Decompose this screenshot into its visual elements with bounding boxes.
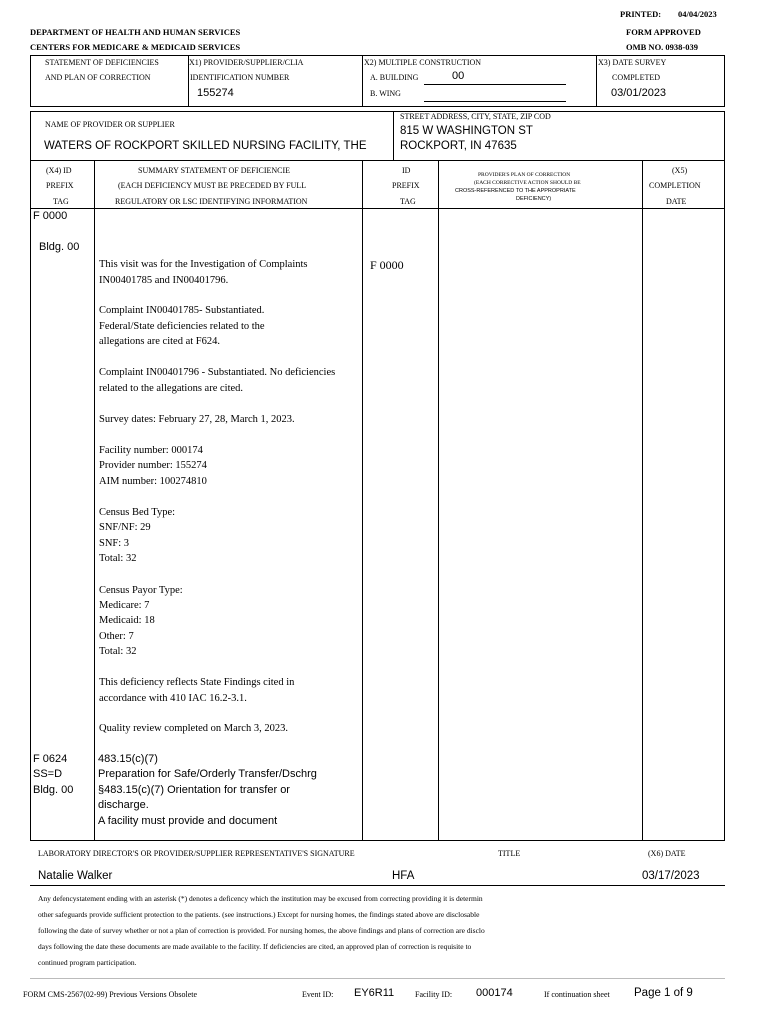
x1-id-label: IDENTIFICATION NUMBER bbox=[190, 73, 290, 82]
payor-total: Total: 32 bbox=[99, 646, 137, 657]
f624-reg: 483.15(c)(7) bbox=[98, 753, 158, 765]
other: Other: 7 bbox=[99, 631, 134, 642]
signature-label: LABORATORY DIRECTOR'S OR PROVIDER/SUPPLIER REPRESENTATIVE'S SIGNATURE bbox=[38, 849, 355, 858]
bed-total: Total: 32 bbox=[99, 553, 137, 564]
facility-id: 000174 bbox=[476, 987, 513, 999]
page-number: Page 1 of 9 bbox=[634, 987, 693, 999]
wing-label: B. WING bbox=[370, 89, 401, 98]
disclaimer-line5: continued program participation. bbox=[38, 958, 137, 967]
footer-divider bbox=[30, 978, 725, 979]
building-value: 00 bbox=[452, 70, 465, 82]
plan-sub3: DEFICIENCY) bbox=[516, 196, 552, 202]
facility-id-label: Facility ID: bbox=[415, 990, 453, 999]
disclaimer-line1: Any defencystatement ending with an asterisk (*) denotes a deficency which the institution may be excused from correcting providing it is determin bbox=[38, 894, 483, 903]
statement-label: STATEMENT OF DEFICIENCIES bbox=[45, 58, 159, 67]
street-address: 815 W WASHINGTON ST bbox=[400, 125, 533, 137]
id-header: ID bbox=[402, 166, 411, 175]
plan-sub1: (EACH CORRECTIVE ACTION SHOULD BE bbox=[474, 180, 581, 186]
para-complaint1: Complaint IN00401785- Substantiated. Federal/State deficiencies related to the allegations are cited at F624. bbox=[99, 305, 265, 347]
x4-prefix-header: PREFIX bbox=[46, 181, 74, 190]
summary-sub2: REGULATORY OR LSC IDENTIFYING INFORMATION bbox=[115, 197, 308, 206]
signer-title: HFA bbox=[392, 870, 415, 882]
x6-date-label: (X6) DATE bbox=[648, 849, 686, 858]
snf: SNF: 3 bbox=[99, 538, 130, 549]
facility-number: Facility number: 000174 bbox=[99, 445, 203, 456]
bldg-label: Bldg. 00 bbox=[39, 241, 80, 253]
para-survey-dates: Survey dates: February 27, 28, March 1, 2023. bbox=[99, 414, 295, 425]
x1-label: X1) PROVIDER/SUPPLIER/CLIA bbox=[189, 58, 304, 67]
dept-title: DEPARTMENT OF HEALTH AND HUMAN SERVICES bbox=[30, 27, 241, 37]
bldg-label-2: Bldg. 00 bbox=[33, 784, 74, 796]
event-id: EY6R11 bbox=[354, 987, 395, 999]
x4-id-header: (X4) ID bbox=[46, 166, 72, 175]
x4-tag-header: TAG bbox=[53, 197, 69, 206]
census-payor-type: Census Payor Type: bbox=[99, 585, 183, 596]
address-label: STREET ADDRESS, CITY, STATE, ZIP COD bbox=[400, 112, 551, 121]
plan-sub2: CROSS-REFERENCED TO THE APPROPRIATE bbox=[455, 188, 576, 194]
disclaimer-line3: following the date of survey whether or not a plan of correction is provided. For nursing homes, the above findings and plans of correction are disclo bbox=[38, 926, 485, 935]
form-number: FORM CMS-2567(02-99) Previous Versions Obsolete bbox=[23, 990, 198, 999]
completion-header: COMPLETION bbox=[649, 181, 701, 190]
printed-label: PRINTED: bbox=[620, 9, 662, 19]
census-bed-type: Census Bed Type: bbox=[99, 507, 176, 518]
signature-date: 03/17/2023 bbox=[642, 870, 700, 882]
omb-number: OMB NO. 0938-039 bbox=[626, 42, 699, 52]
provider-number: Provider number: 155274 bbox=[99, 460, 207, 471]
f624-section: §483.15(c)(7) Orientation for transfer or bbox=[98, 784, 290, 796]
para-visit: This visit was for the Investigation of Complaints IN00401785 and IN00401796. bbox=[99, 259, 308, 286]
continuation-label: If continuation sheet bbox=[544, 990, 610, 999]
aim-number: AIM number: 100274810 bbox=[99, 476, 207, 487]
provider-name: WATERS OF ROCKPORT SKILLED NURSING FACILITY, THE bbox=[44, 140, 367, 152]
para-state-findings: This deficiency reflects State Findings cited in accordance with 410 IAC 16.2-3.1. bbox=[99, 677, 295, 704]
f624-discharge: discharge. bbox=[98, 799, 149, 811]
para-complaint2: Complaint IN00401796 - Substantiated. No deficiencies related to the allegations are cited. bbox=[99, 367, 336, 394]
form-approved: FORM APPROVED bbox=[626, 27, 701, 37]
summary-header: SUMMARY STATEMENT OF DEFICIENCIE bbox=[138, 166, 291, 175]
prefix-tag-f0000: F 0000 bbox=[33, 210, 68, 222]
f624-text: A facility must provide and document bbox=[98, 815, 278, 827]
id-tag-header: TAG bbox=[400, 197, 416, 206]
signature-divider bbox=[30, 885, 725, 886]
x5-header: (X5) bbox=[672, 166, 688, 175]
x3-label: X3) DATE SURVEY bbox=[598, 58, 667, 67]
survey-date: 03/01/2023 bbox=[611, 87, 667, 99]
medicare: Medicare: 7 bbox=[99, 600, 150, 611]
signer-name: Natalie Walker bbox=[38, 870, 113, 882]
snf-nf: SNF/NF: 29 bbox=[99, 522, 151, 533]
x2-label: X2) MULTIPLE CONSTRUCTION bbox=[364, 58, 482, 67]
completed-label: COMPLETED bbox=[612, 73, 660, 82]
date-header: DATE bbox=[666, 197, 687, 206]
disclaimer-line4: days following the date these documents are made available to the facility. If deficiencies are cited, an approved plan of correction is requisite to bbox=[38, 942, 472, 951]
provider-id: 155274 bbox=[197, 87, 234, 99]
plan-label: AND PLAN OF CORRECTION bbox=[45, 73, 151, 82]
title-label: TITLE bbox=[498, 849, 521, 858]
cms-title: CENTERS FOR MEDICARE & MEDICAID SERVICES bbox=[30, 42, 241, 52]
plan-header: PROVIDER'S PLAN OF CORRECTION bbox=[478, 172, 571, 178]
para-quality-review: Quality review completed on March 3, 2023. bbox=[99, 723, 288, 734]
city-state-zip: ROCKPORT, IN 47635 bbox=[400, 140, 517, 152]
id-prefix-header: PREFIX bbox=[392, 181, 420, 190]
medicaid: Medicaid: 18 bbox=[99, 615, 155, 626]
scope-severity: SS=D bbox=[33, 768, 63, 780]
disclaimer-line2: other safeguards provide sufficient protection to the patients. (see instructions.) Except for nursing homes, the findings stated above are disclosable bbox=[38, 910, 480, 919]
f624-title: Preparation for Safe/Orderly Transfer/Dschrg bbox=[98, 768, 317, 780]
event-id-label: Event ID: bbox=[302, 990, 334, 999]
provider-name-label: NAME OF PROVIDER OR SUPPLIER bbox=[45, 120, 175, 129]
prefix-tag-f0624: F 0624 bbox=[33, 753, 68, 765]
building-label: A. BUILDING bbox=[370, 73, 419, 82]
id-tag-f0000: F 0000 bbox=[370, 258, 404, 272]
summary-sub1: (EACH DEFICIENCY MUST BE PRECEDED BY FULL bbox=[118, 181, 307, 190]
printed-date: 04/04/2023 bbox=[678, 9, 717, 19]
